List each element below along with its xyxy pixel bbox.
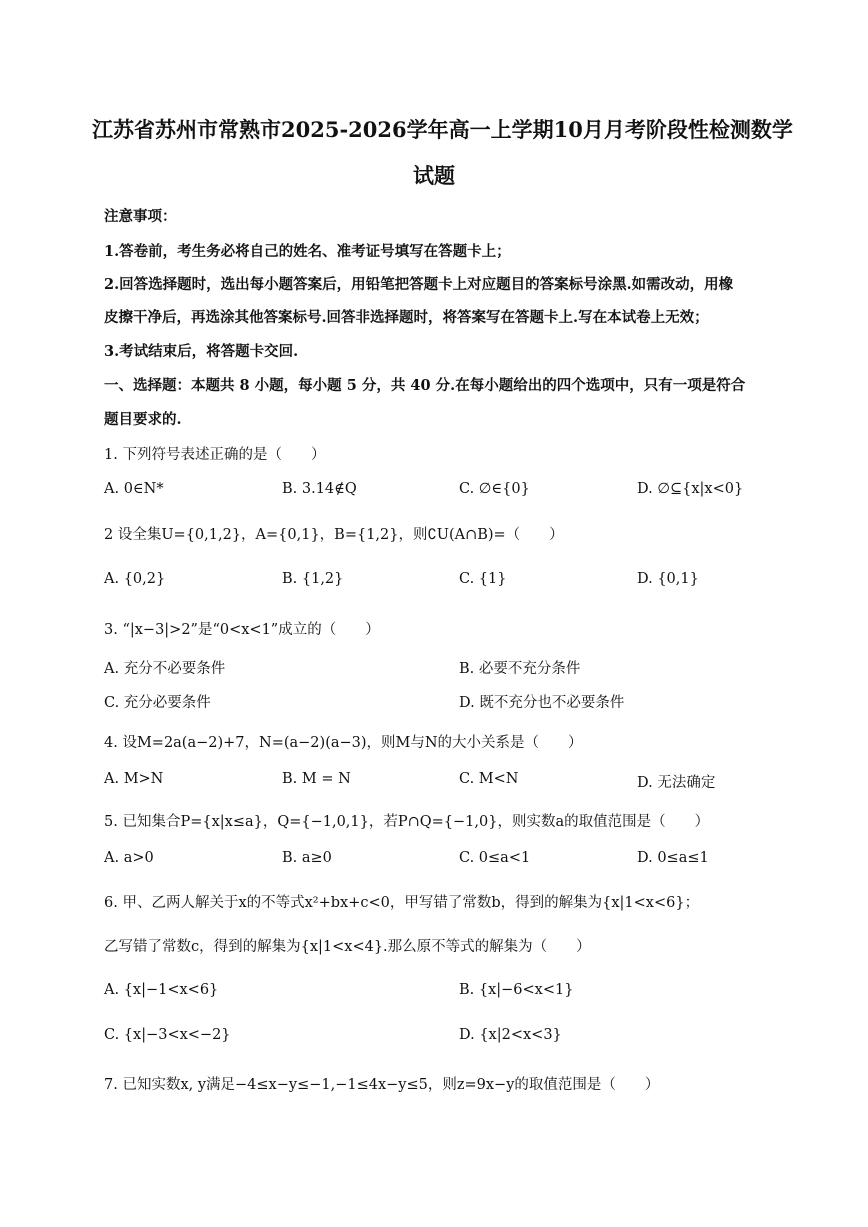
question-3-option-c: C. 充分必要条件 [104,695,211,711]
question-1-stem: 1. 下列符号表述正确的是（ ） [104,447,326,463]
question-2-option-b: B. {1,2} [282,571,344,587]
question-2-option-c: C. {1} [459,571,507,587]
question-1-option-c: C. ∅∈{0} [459,481,530,497]
exam-title-line1: 江苏省苏州市常熟市2025-2026学年高一上学期10月月考阶段性检测数学 [92,117,793,142]
question-4-option-b: B. M = N [282,771,351,787]
question-5-option-a: A. a>0 [104,850,154,866]
question-5-option-b: B. a≥0 [282,850,332,866]
question-5-option-c: C. 0≤a<1 [459,850,531,866]
question-1-option-b: B. 3.14∉Q [282,481,357,497]
question-6-option-d: D. {x|2<x<3} [459,1027,562,1043]
question-2-option-d: D. {0,1} [637,571,699,587]
question-6-option-b: B. {x|−6<x<1} [459,982,574,998]
question-4-option-c: C. M<N [459,771,519,787]
notice-heading: 注意事项： [104,208,177,225]
question-1-option-d: D. ∅⊆{x|x<0} [637,481,744,497]
question-6-stem-cont: 乙写错了常数c，得到的解集为{x|1<x<4}.那么原不等式的解集为（ ） [104,939,591,955]
section-heading-cont: 题目要求的. [104,411,182,428]
question-3-option-d: D. 既不充分也不必要条件 [459,695,625,711]
section-heading: 一、选择题：本题共 8 小题，每小题 5 分，共 40 分.在每小题给出的四个选项中，只有一项是符合 [104,377,746,394]
question-6-option-a: A. {x|−1<x<6} [104,982,219,998]
notice-item-3: 3.考试结束后，将答题卡交回. [104,343,299,360]
question-4-option-d: D. 无法确定 [637,775,716,791]
question-4-option-a: A. M>N [104,771,164,787]
question-3-option-b: B. 必要不充分条件 [459,661,581,677]
question-5-option-d: D. 0≤a≤1 [637,850,709,866]
question-5-stem: 5. 已知集合P={x|x≤a}，Q={−1,0,1}，若P∩Q={−1,0}，则实数a的取值范围是（ ） [104,814,710,830]
question-4-stem: 4. 设M=2a(a−2)+7，N=(a−2)(a−3)，则M与N的大小关系是（ ） [104,735,583,751]
notice-item-1: 1.答卷前，考生务必将自己的姓名、准考证号填写在答题卡上； [104,243,511,260]
notice-item-2: 2.回答选择题时，选出每小题答案后，用铅笔把答题卡上对应题目的答案标号涂黑.如需改动，用橡 [104,276,734,293]
question-3-stem: 3. “|x−3|>2”是“0<x<1”成立的（ ） [104,622,380,638]
question-6-stem: 6. 甲、乙两人解关于x的不等式x²+bx+c<0，甲写错了常数b，得到的解集为{x|1<x<6}； [104,895,700,911]
question-3-option-a: A. 充分不必要条件 [104,661,226,677]
exam-title-line2: 试题 [413,163,455,188]
question-1-option-a: A. 0∈N* [104,481,164,497]
question-2-stem: 2 设全集U={0,1,2}，A={0,1}，B={1,2}，则∁U(A∩B)=（ ） [104,527,564,543]
question-6-option-c: C. {x|−3<x<−2} [104,1027,231,1043]
question-7-stem: 7. 已知实数x, y满足−4≤x−y≤−1,−1≤4x−y≤5，则z=9x−y的取值范围是（ ） [104,1077,660,1093]
question-2-option-a: A. {0,2} [104,571,166,587]
notice-item-2-cont: 皮擦干净后，再选涂其他答案标号.回答非选择题时，将答案写在答题卡上.写在本试卷上无效； [104,309,709,326]
